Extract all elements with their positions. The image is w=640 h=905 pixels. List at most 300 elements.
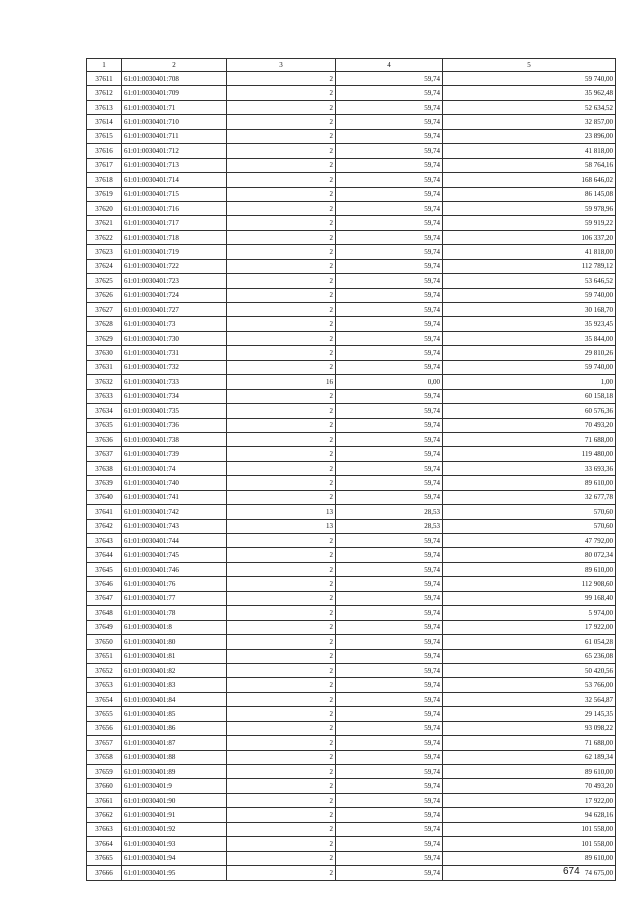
table-cell: 37626 bbox=[87, 288, 122, 302]
table-cell: 74 675,00 bbox=[443, 866, 616, 880]
table-cell: 2 bbox=[227, 418, 336, 432]
table-cell: 61:01:0030401:718 bbox=[122, 230, 227, 244]
table-row bbox=[87, 663, 616, 677]
table-cell: 71 688,00 bbox=[443, 736, 616, 750]
table-cell: 2 bbox=[227, 490, 336, 504]
table-cell: 37634 bbox=[87, 404, 122, 418]
table-cell: 35 962,48 bbox=[443, 86, 616, 100]
table-cell: 168 646,02 bbox=[443, 173, 616, 187]
table-cell: 2 bbox=[227, 793, 336, 807]
table-cell: 35 923,45 bbox=[443, 317, 616, 331]
table-row bbox=[87, 447, 616, 461]
table-row bbox=[87, 346, 616, 360]
table-cell: 61:01:0030401:727 bbox=[122, 303, 227, 317]
table-cell: 59,74 bbox=[336, 288, 443, 302]
table-cell: 5 974,00 bbox=[443, 606, 616, 620]
table-cell: 61:01:0030401:743 bbox=[122, 519, 227, 533]
table-cell: 61:01:0030401:84 bbox=[122, 692, 227, 706]
table-cell: 61:01:0030401:709 bbox=[122, 86, 227, 100]
table-cell: 59,74 bbox=[336, 259, 443, 273]
table-cell: 13 bbox=[227, 519, 336, 533]
table-cell: 17 922,00 bbox=[443, 793, 616, 807]
table-cell: 59,74 bbox=[336, 635, 443, 649]
table-cell: 2 bbox=[227, 822, 336, 836]
table-cell: 53 646,52 bbox=[443, 274, 616, 288]
table-cell: 37633 bbox=[87, 389, 122, 403]
table-cell: 59,74 bbox=[336, 721, 443, 735]
table-row bbox=[87, 534, 616, 548]
table-cell: 61:01:0030401:76 bbox=[122, 577, 227, 591]
table-cell: 61:01:0030401:730 bbox=[122, 331, 227, 345]
table-cell: 37656 bbox=[87, 721, 122, 735]
table-cell: 59,74 bbox=[336, 360, 443, 374]
table-row bbox=[87, 216, 616, 230]
table-cell: 2 bbox=[227, 606, 336, 620]
table-cell: 2 bbox=[227, 562, 336, 576]
page-number: 674 bbox=[563, 866, 580, 877]
table-cell: 2 bbox=[227, 577, 336, 591]
table-cell: 37664 bbox=[87, 837, 122, 851]
table-cell: 2 bbox=[227, 360, 336, 374]
table-row bbox=[87, 606, 616, 620]
table-cell: 2 bbox=[227, 389, 336, 403]
table-cell: 59,74 bbox=[336, 606, 443, 620]
table-cell: 59,74 bbox=[336, 461, 443, 475]
table-row bbox=[87, 548, 616, 562]
table-cell: 61:01:0030401:739 bbox=[122, 447, 227, 461]
table-cell: 30 168,70 bbox=[443, 303, 616, 317]
table-cell: 59,74 bbox=[336, 779, 443, 793]
table-cell: 59,74 bbox=[336, 216, 443, 230]
table-cell: 37617 bbox=[87, 158, 122, 172]
table-cell: 59,74 bbox=[336, 144, 443, 158]
table-cell: 2 bbox=[227, 649, 336, 663]
table-cell: 37613 bbox=[87, 100, 122, 114]
table-row bbox=[87, 230, 616, 244]
table-cell: 59,74 bbox=[336, 129, 443, 143]
table-cell: 59 740,00 bbox=[443, 72, 616, 86]
table-cell: 2 bbox=[227, 548, 336, 562]
table-cell: 61:01:0030401:94 bbox=[122, 851, 227, 865]
column-header: 3 bbox=[227, 59, 336, 72]
table-cell: 61:01:0030401:713 bbox=[122, 158, 227, 172]
table-cell: 59,74 bbox=[336, 72, 443, 86]
table-cell: 17 922,00 bbox=[443, 620, 616, 634]
table-cell: 2 bbox=[227, 331, 336, 345]
table-row bbox=[87, 750, 616, 764]
table-cell: 61:01:0030401:746 bbox=[122, 562, 227, 576]
table-row bbox=[87, 692, 616, 706]
table-cell: 41 818,00 bbox=[443, 144, 616, 158]
table-cell: 2 bbox=[227, 173, 336, 187]
table-row bbox=[87, 187, 616, 201]
table-cell: 37654 bbox=[87, 692, 122, 706]
table-cell: 70 493,20 bbox=[443, 418, 616, 432]
table-row bbox=[87, 245, 616, 259]
table-cell: 112 908,60 bbox=[443, 577, 616, 591]
table-cell: 59,74 bbox=[336, 303, 443, 317]
table-cell: 59,74 bbox=[336, 115, 443, 129]
table-cell: 61:01:0030401:71 bbox=[122, 100, 227, 114]
table-cell: 61:01:0030401:723 bbox=[122, 274, 227, 288]
table-row bbox=[87, 736, 616, 750]
table-cell: 61:01:0030401:744 bbox=[122, 534, 227, 548]
table-cell: 59,74 bbox=[336, 158, 443, 172]
table-cell: 37660 bbox=[87, 779, 122, 793]
table-cell: 59,74 bbox=[336, 274, 443, 288]
table-cell: 89 610,00 bbox=[443, 562, 616, 576]
table-cell: 60 576,36 bbox=[443, 404, 616, 418]
table-cell: 61:01:0030401:734 bbox=[122, 389, 227, 403]
table-cell: 2 bbox=[227, 707, 336, 721]
table-cell: 37645 bbox=[87, 562, 122, 576]
table-cell: 2 bbox=[227, 216, 336, 230]
table-cell: 2 bbox=[227, 851, 336, 865]
table-cell: 2 bbox=[227, 808, 336, 822]
table-cell: 2 bbox=[227, 100, 336, 114]
table-row bbox=[87, 562, 616, 576]
table-cell: 59,74 bbox=[336, 837, 443, 851]
table-cell: 59,74 bbox=[336, 86, 443, 100]
table-cell: 61:01:0030401:714 bbox=[122, 173, 227, 187]
table-row bbox=[87, 591, 616, 605]
table-row bbox=[87, 303, 616, 317]
table-cell: 52 634,52 bbox=[443, 100, 616, 114]
table-cell: 61:01:0030401:90 bbox=[122, 793, 227, 807]
column-header: 2 bbox=[122, 59, 227, 72]
table-cell: 32 564,87 bbox=[443, 692, 616, 706]
table-cell: 2 bbox=[227, 678, 336, 692]
table-cell: 61:01:0030401:89 bbox=[122, 765, 227, 779]
table-cell: 13 bbox=[227, 505, 336, 519]
table-cell: 37653 bbox=[87, 678, 122, 692]
table-cell: 37655 bbox=[87, 707, 122, 721]
table-cell: 37622 bbox=[87, 230, 122, 244]
table-row bbox=[87, 765, 616, 779]
table-cell: 61:01:0030401:717 bbox=[122, 216, 227, 230]
table-cell: 2 bbox=[227, 837, 336, 851]
table-cell: 70 493,20 bbox=[443, 779, 616, 793]
table-cell: 60 158,18 bbox=[443, 389, 616, 403]
table-cell: 61:01:0030401:710 bbox=[122, 115, 227, 129]
table-cell: 59,74 bbox=[336, 317, 443, 331]
table-cell: 61 054,28 bbox=[443, 635, 616, 649]
table-cell: 61:01:0030401:708 bbox=[122, 72, 227, 86]
table-cell: 101 558,00 bbox=[443, 837, 616, 851]
table-cell: 0,00 bbox=[336, 375, 443, 389]
table-cell: 37637 bbox=[87, 447, 122, 461]
table-cell: 59,74 bbox=[336, 476, 443, 490]
table-cell: 99 168,40 bbox=[443, 591, 616, 605]
table-cell: 2 bbox=[227, 144, 336, 158]
table-cell: 37627 bbox=[87, 303, 122, 317]
table-cell: 2 bbox=[227, 663, 336, 677]
table-cell: 37657 bbox=[87, 736, 122, 750]
table-cell: 2 bbox=[227, 158, 336, 172]
table-cell: 61:01:0030401:731 bbox=[122, 346, 227, 360]
table-cell: 37630 bbox=[87, 346, 122, 360]
table-cell: 2 bbox=[227, 274, 336, 288]
table-cell: 59,74 bbox=[336, 534, 443, 548]
table-cell: 2 bbox=[227, 447, 336, 461]
table-cell: 61:01:0030401:93 bbox=[122, 837, 227, 851]
table-row bbox=[87, 721, 616, 735]
table-cell: 61:01:0030401:724 bbox=[122, 288, 227, 302]
table-cell: 61:01:0030401:719 bbox=[122, 245, 227, 259]
table-cell: 2 bbox=[227, 187, 336, 201]
table-cell: 59,74 bbox=[336, 187, 443, 201]
table-cell: 62 189,34 bbox=[443, 750, 616, 764]
table-cell: 94 628,16 bbox=[443, 808, 616, 822]
table-cell: 61:01:0030401:85 bbox=[122, 707, 227, 721]
table-cell: 37618 bbox=[87, 173, 122, 187]
table-row bbox=[87, 649, 616, 663]
table-cell: 32 677,78 bbox=[443, 490, 616, 504]
table-cell: 61:01:0030401:716 bbox=[122, 201, 227, 215]
table-cell: 61:01:0030401:733 bbox=[122, 375, 227, 389]
table-cell: 61:01:0030401:742 bbox=[122, 505, 227, 519]
table-cell: 59,74 bbox=[336, 230, 443, 244]
column-header: 4 bbox=[336, 59, 443, 72]
table-cell: 37640 bbox=[87, 490, 122, 504]
table-cell: 61:01:0030401:82 bbox=[122, 663, 227, 677]
table-cell: 59,74 bbox=[336, 346, 443, 360]
table-cell: 59,74 bbox=[336, 245, 443, 259]
table-row bbox=[87, 808, 616, 822]
table-row bbox=[87, 360, 616, 374]
table-cell: 59,74 bbox=[336, 173, 443, 187]
table-row bbox=[87, 115, 616, 129]
table-cell: 61:01:0030401:736 bbox=[122, 418, 227, 432]
table-cell: 2 bbox=[227, 779, 336, 793]
table-cell: 37665 bbox=[87, 851, 122, 865]
table-cell: 59 919,22 bbox=[443, 216, 616, 230]
table-cell: 2 bbox=[227, 259, 336, 273]
table-cell: 37635 bbox=[87, 418, 122, 432]
table-cell: 59,74 bbox=[336, 822, 443, 836]
table-cell: 37659 bbox=[87, 765, 122, 779]
table-cell: 93 098,22 bbox=[443, 721, 616, 735]
table-cell: 28,53 bbox=[336, 505, 443, 519]
table-cell: 37636 bbox=[87, 432, 122, 446]
table-cell: 37623 bbox=[87, 245, 122, 259]
table-cell: 2 bbox=[227, 721, 336, 735]
table-cell: 61:01:0030401:745 bbox=[122, 548, 227, 562]
table-row bbox=[87, 822, 616, 836]
table-row bbox=[87, 793, 616, 807]
table-cell: 61:01:0030401:77 bbox=[122, 591, 227, 605]
table-cell: 37641 bbox=[87, 505, 122, 519]
table-cell: 37642 bbox=[87, 519, 122, 533]
table-cell: 16 bbox=[227, 375, 336, 389]
table-cell: 61:01:0030401:80 bbox=[122, 635, 227, 649]
table-row bbox=[87, 72, 616, 86]
table-cell: 86 145,08 bbox=[443, 187, 616, 201]
table-row bbox=[87, 866, 616, 880]
table-cell: 61:01:0030401:86 bbox=[122, 721, 227, 735]
table-row bbox=[87, 635, 616, 649]
table-cell: 37615 bbox=[87, 129, 122, 143]
table-cell: 37611 bbox=[87, 72, 122, 86]
table-row bbox=[87, 418, 616, 432]
table-row bbox=[87, 375, 616, 389]
table-cell: 61:01:0030401:735 bbox=[122, 404, 227, 418]
table-cell: 37650 bbox=[87, 635, 122, 649]
table-cell: 37647 bbox=[87, 591, 122, 605]
table-row bbox=[87, 317, 616, 331]
table-cell: 2 bbox=[227, 635, 336, 649]
table-cell: 2 bbox=[227, 201, 336, 215]
table-cell: 37625 bbox=[87, 274, 122, 288]
table-cell: 37648 bbox=[87, 606, 122, 620]
table-cell: 59,74 bbox=[336, 591, 443, 605]
table-cell: 61:01:0030401:711 bbox=[122, 129, 227, 143]
table-cell: 2 bbox=[227, 765, 336, 779]
table-row bbox=[87, 144, 616, 158]
table-cell: 37638 bbox=[87, 461, 122, 475]
table-cell: 37629 bbox=[87, 331, 122, 345]
table-cell: 61:01:0030401:74 bbox=[122, 461, 227, 475]
table-row bbox=[87, 389, 616, 403]
table-cell: 61:01:0030401:78 bbox=[122, 606, 227, 620]
table-cell: 59,74 bbox=[336, 389, 443, 403]
table-cell: 59,74 bbox=[336, 404, 443, 418]
table-cell: 37619 bbox=[87, 187, 122, 201]
table-cell: 37632 bbox=[87, 375, 122, 389]
table-cell: 59 740,00 bbox=[443, 360, 616, 374]
table-row bbox=[87, 86, 616, 100]
table-row bbox=[87, 490, 616, 504]
table-cell: 37646 bbox=[87, 577, 122, 591]
table-cell: 89 610,00 bbox=[443, 851, 616, 865]
table-cell: 59,74 bbox=[336, 331, 443, 345]
table-body bbox=[87, 72, 616, 881]
table-cell: 61:01:0030401:715 bbox=[122, 187, 227, 201]
table-cell: 61:01:0030401:81 bbox=[122, 649, 227, 663]
table-cell: 89 610,00 bbox=[443, 476, 616, 490]
table-cell: 119 480,00 bbox=[443, 447, 616, 461]
table-cell: 59,74 bbox=[336, 418, 443, 432]
table-cell: 2 bbox=[227, 620, 336, 634]
table-cell: 37658 bbox=[87, 750, 122, 764]
table-cell: 59,74 bbox=[336, 562, 443, 576]
table-cell: 61:01:0030401:732 bbox=[122, 360, 227, 374]
table-cell: 59,74 bbox=[336, 447, 443, 461]
table-cell: 2 bbox=[227, 432, 336, 446]
table-row bbox=[87, 432, 616, 446]
table-row bbox=[87, 331, 616, 345]
table-cell: 35 844,00 bbox=[443, 331, 616, 345]
table-cell: 61:01:0030401:83 bbox=[122, 678, 227, 692]
table-row bbox=[87, 707, 616, 721]
table-row bbox=[87, 404, 616, 418]
table-cell: 59,74 bbox=[336, 649, 443, 663]
table-cell: 41 818,00 bbox=[443, 245, 616, 259]
table-cell: 61:01:0030401:738 bbox=[122, 432, 227, 446]
table-cell: 53 766,00 bbox=[443, 678, 616, 692]
records-table bbox=[86, 58, 616, 881]
table-cell: 47 792,00 bbox=[443, 534, 616, 548]
table-cell: 37624 bbox=[87, 259, 122, 273]
table-cell: 61:01:0030401:73 bbox=[122, 317, 227, 331]
table-cell: 2 bbox=[227, 86, 336, 100]
table-cell: 2 bbox=[227, 461, 336, 475]
table-cell: 2 bbox=[227, 317, 336, 331]
table-cell: 58 764,16 bbox=[443, 158, 616, 172]
table-row bbox=[87, 505, 616, 519]
table-cell: 65 236,08 bbox=[443, 649, 616, 663]
table-cell: 2 bbox=[227, 750, 336, 764]
table-cell: 59,74 bbox=[336, 707, 443, 721]
table-cell: 570,60 bbox=[443, 505, 616, 519]
table-cell: 37651 bbox=[87, 649, 122, 663]
table-cell: 2 bbox=[227, 129, 336, 143]
table-cell: 37643 bbox=[87, 534, 122, 548]
table-row bbox=[87, 259, 616, 273]
table-cell: 106 337,20 bbox=[443, 230, 616, 244]
table-cell: 59,74 bbox=[336, 490, 443, 504]
table-row bbox=[87, 519, 616, 533]
table-cell: 89 610,00 bbox=[443, 765, 616, 779]
table-cell: 2 bbox=[227, 534, 336, 548]
table-cell: 59,74 bbox=[336, 736, 443, 750]
table-cell: 61:01:0030401:92 bbox=[122, 822, 227, 836]
table-cell: 37631 bbox=[87, 360, 122, 374]
table-cell: 59,74 bbox=[336, 750, 443, 764]
table-cell: 2 bbox=[227, 404, 336, 418]
table-cell: 59,74 bbox=[336, 100, 443, 114]
table-cell: 61:01:0030401:8 bbox=[122, 620, 227, 634]
table-cell: 59 978,96 bbox=[443, 201, 616, 215]
table-cell: 37628 bbox=[87, 317, 122, 331]
table-cell: 1,00 bbox=[443, 375, 616, 389]
table-cell: 32 857,00 bbox=[443, 115, 616, 129]
table-cell: 2 bbox=[227, 303, 336, 317]
table-cell: 37662 bbox=[87, 808, 122, 822]
table-cell: 59,74 bbox=[336, 851, 443, 865]
table-cell: 59,74 bbox=[336, 678, 443, 692]
table-cell: 2 bbox=[227, 866, 336, 880]
table-cell: 29 810,26 bbox=[443, 346, 616, 360]
table-row bbox=[87, 274, 616, 288]
table-row bbox=[87, 173, 616, 187]
table-row bbox=[87, 100, 616, 114]
table-cell: 37612 bbox=[87, 86, 122, 100]
table-cell: 2 bbox=[227, 245, 336, 259]
table-cell: 61:01:0030401:9 bbox=[122, 779, 227, 793]
table-cell: 29 145,35 bbox=[443, 707, 616, 721]
table-row bbox=[87, 201, 616, 215]
table-cell: 61:01:0030401:95 bbox=[122, 866, 227, 880]
table-row bbox=[87, 158, 616, 172]
table-cell: 2 bbox=[227, 736, 336, 750]
table-cell: 37649 bbox=[87, 620, 122, 634]
table-cell: 2 bbox=[227, 115, 336, 129]
table-cell: 59,74 bbox=[336, 808, 443, 822]
table-cell: 71 688,00 bbox=[443, 432, 616, 446]
table-cell: 59,74 bbox=[336, 663, 443, 677]
table-cell: 37663 bbox=[87, 822, 122, 836]
table-cell: 23 896,00 bbox=[443, 129, 616, 143]
table-cell: 50 420,56 bbox=[443, 663, 616, 677]
table-row bbox=[87, 851, 616, 865]
table-cell: 37652 bbox=[87, 663, 122, 677]
table-cell: 28,53 bbox=[336, 519, 443, 533]
table-cell: 59,74 bbox=[336, 793, 443, 807]
table-cell: 61:01:0030401:712 bbox=[122, 144, 227, 158]
table-cell: 59,74 bbox=[336, 620, 443, 634]
table-cell: 37644 bbox=[87, 548, 122, 562]
